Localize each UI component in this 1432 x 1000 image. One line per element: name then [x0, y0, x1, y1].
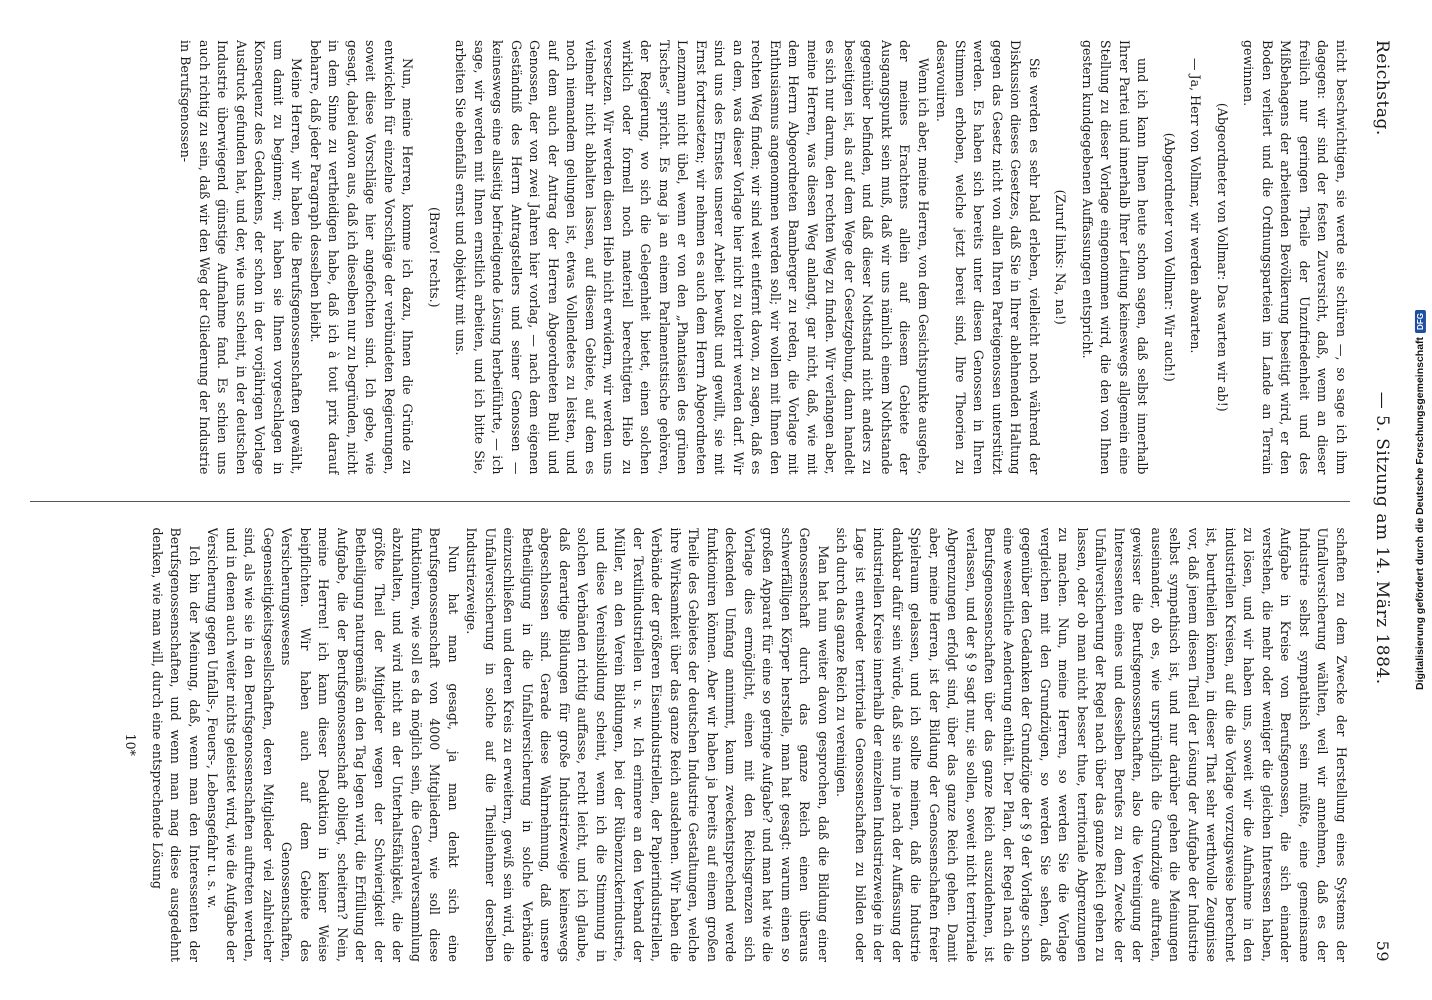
- dfg-logo: DFG: [1415, 310, 1426, 333]
- header-page-number: 59: [1373, 940, 1392, 962]
- interjection: (Abgeordneter von Vollmar: Wir auch!): [1162, 132, 1177, 382]
- interjection: (Abgeordneter von Vollmar: Das warten wir ab!): [1215, 102, 1230, 412]
- interjection: 10*: [123, 733, 139, 756]
- digitization-note-text: Digitalisierung gefördert durch die Deutsche Forschungsgemeinschaft: [1414, 336, 1426, 690]
- digitization-note: [1408, 0, 1432, 1000]
- paragraph: Nun, meine Herren, komme ich dazu, Ihnen die Gründe zu entwickeln für einzelne Vorschläge der verbündeten Regierungen, soweit diese Vorschläge hier angefochten sind. Ich gebe, wie gesagt, dabei davon aus, daß ich dieselben nur zu begründen, nicht in dem Sinne zu vertheidigen habe, daß ich à tout prix darauf beharre, daß jeder Paragraph desselben bleibt.: [308, 40, 416, 475]
- header-publication: Reichstag.: [1372, 40, 1392, 136]
- column-divider: [30, 501, 1350, 502]
- paragraph: — Ja, Herr von Vollmar, wir werden abwarten.: [1188, 58, 1204, 354]
- paragraph: Meine Herren, wir haben die Berufsgenossenschaften gewählt, um damit zu beginnen; wir haben sie Ihnen vorgeschlagen in Konsequenz des Gedankens, der schon in der vorjährigen Vorlage Ausdruck gefunden hat, und der, wie uns scheint, in der deutschen Industrie überwiegend günstige Aufnahme fand. Es schien uns auch richtig zu sein, daß wir den Weg der Gliederung der Industrie in Berufsgenossen-: [178, 40, 305, 475]
- left-column: [30, 40, 1350, 475]
- interjection: (Zuruf links: Na, na!): [1053, 189, 1069, 325]
- paragraph: und ich kann Ihnen heute schon sagen, daß selbst innerhalb Ihrer Partei und innerhalb Ihrer Leitung keineswegs allgemein eine Stellung zu dieser Vorlage eingenommen wird, die den von Ihnen gestern kundgegebenen Auffassungen entspricht.: [1080, 40, 1151, 475]
- text-columns: [30, 40, 1350, 962]
- paragraph: Man hat nun weiter davon gesprochen, daß die Bildung einer Genossenschaft durch das ganze Reich einen überaus schwerfälligen Körper herstelle, man hat gesagt: warum einen so großen Apparat für eine so geringe Aufgabe? und man hat wie die Vorlage dies ermöglicht, einen mit den Reichsgrenzen sich deckenden Umfang annimmt, kaum zweckentsprechend werde funktioniren können. Aber wir haben ja bereits auf einem großen Theile des Gebietes der deutschen Industrie Gestaltungen, welche ihre Wirksamkeit über das ganze Reich ausdehnen. Wir haben die Verbände der größeren Eisenindustriellen, der Papierindustriellen, der Textilindustriellen u. s. w. Ich erinnere an den Verband der Müller, an den Verein Bildungen, bei der Rübenzuckerindustrie, und diese Vereinsbildung scheint, wenn ich die Stimmung in solchen Verbänden richtig auffasse, recht leicht, und ich glaube, daß derartige Bildungen für große Industriezweige keineswegs abgeschlossen sind. Gerade diese Wahrnehmung, daß unsere Betheiligung in die Unfallversicherung in solche Verbände einzuschließen und deren Kreis zu erweitern, gewiß sein wird, die Unfallversicherung in solche auf die Theilnehmer derselben Industriezweige.: [464, 527, 831, 962]
- paragraph: Sie werden es sehr bald erleben, vielleicht noch während der Diskussion dieses Gesetzes, daß Sie in Ihrer ablehnenden Haltung gegen das Gesetz nicht von allen Ihren Parteigenossen unterstützt werden. Es haben sich bereits unter diesen Genossen in Ihren Stimmen erhoben, welche jetzt bereit sind, Ihre Theorien zu desavouiren.: [934, 40, 1042, 475]
- page-header: [1362, 40, 1392, 962]
- paragraph: Ich bin der Meinung, daß, wenn man den Interessenten der Berufsgenossenschaften, und wenn man mag diese ausgedehnt denken, wie man will, durch eine entsprechende Lösung: [150, 527, 202, 962]
- header-session-date: — 5. Sitzung am 14. März 1884.: [1372, 391, 1392, 685]
- paragraph: schaften zu dem Zwecke der Herstellung eines Systems der Unfallversicherung wählten, weil wir annehmen, daß es der Industrie selbst sympathisch sein müßte, eine gemeinsame Aufgabe in Kreise von Berufsgenossen, die sich einander verstehen, die mehr oder weniger die gleichen Interessen haben, zu lösen, und wir haben uns, soweit wir die Aufnahme in den industriellen Kreisen, auf die die Vorlage vorzugsweise berechnet ist, beurtheilen können, in dieser That sehr werthvolle Zeugnisse vor, daß jenem diesen Theil der Lösung der Aufgabe der Industrie selbst sympathisch ist, und nur darüber gehen die Meinungen auseinander, ob es, wie ursprünglich die Grundzüge auftraten, gewisser die Berufsgenossenschaften, also die Vereinigung der Interessenten eines und desselben Berufes zu dem Zwecke der Unfallversicherung der Regel nach über das ganze Reich gehen zu lassen, oder ob man nicht besser thue, territoriale Abgrenzungen zu machen. Nun, meine Herren, so werden Sie die Vorlage vergleichen mit den Grundzügen, so werden Sie sehen, daß gegenüber den Gedanken der Grundzüge der § 9 der Vorlage schon eine wesentliche Aenderung enthält. Der Plan, der Regel nach die Berufsgenossenschaften über das ganze Reich auszudehnen, ist verlassen, und der § 9 sagt nur, sie sollen, soweit nicht territoriale Abgrenzungen erfolgt sind, über das ganze Reich gehen. Damit aber, meine Herren, ist der Bildung der Genossenschaften freier Spielraum gelassen, und ich sollte meinen, daß die Industrie dankbar dafür sein würde, daß sie nun je nach der Auffassung der industriellen Kreise innerhalb der einzelnen Industriezweige in der Lage ist entweder territoriale Genossenschaften zu bilden oder sich durch das ganze Reich zu vereinigen.: [834, 527, 1349, 962]
- paragraph: Nun hat man gesagt, ja man denkt sich eine Berufsgenossenschaft von 4000 Mitgliedern, wie soll diese funktioniren, wie soll es da möglich sein, die Generalversammlung abzuhalten, und wird nicht an der Unterhaltsfähigkeit, die der größte Theil der Mitglieder wegen der Schwierigkeit der Betheiligung naturgemäß an den Tag legen wird, die Erfüllung der Aufgabe, die der Berufsgenossenschaft obliegt, scheitern? Nein, meine Herren! ich kann dieser Deduktion in keiner Weise beipflichten. Wir haben auch auf dem Gebiete des Versicherungswesens Genossenschaften, Gegenseitigkeitsgesellschaften, deren Mitglieder viel zahlreicher sind, als wie sie in den Berufsgenossenschaften auftreten werden, und in denen auch weiter nichts geleistet wird, wie die Aufgabe der Versicherung gegen Unfalls-, Feuers-, Lebensgefahr u. s. w.: [205, 527, 461, 962]
- paragraph: nicht beschwichtigen, sie werde sie schüren —, so sage ich ihm dagegen: wir sind der festen Zuversicht, daß, wenn an dieser freilich nur geringen Theile der Unzufriedenheit und des Mißbehagens der arbeitenden Bevölkerung beseitigt wird, er den Boden verliert und die Ordnungsparteien im Lande an Terrain gewinnen.: [1241, 40, 1349, 475]
- paragraph: Wenn ich aber, meine Herren, von dem Gesichtspunkte ausgehe, der meines Erachtens allein auf diesem Gebiete der Ausgangspunkt sein muß, daß wir uns nämlich einem Nothstande gegenüber befinden, und daß dieser Nothstand nicht anders zu beseitigen ist, als auf dem Wege der Gesetzgebung, dann handelt es sich nur darum, den rechten Weg zu finden. Wir verlangen aber, meine Herren, was diesen Weg anlangt, gar nicht, daß, wie mit dem Herrn Abgeordneten Bamberger zu reden, die Vorlage mit Enthusiasmus angenommen werden soll; wir wollen mit Ihnen den rechten Weg finden; wir sind weit entfernt davon, zu sagen, daß es an dem, was dieser Vorlage hier nicht zu tolerirt werden darf. Wir sind uns des Ernstes unserer Arbeit bewußt und gewillt, sie mit Ernst fortzusetzen; wir nehmen es auch dem Herrn Abgeordneten Lenzmann nicht übel, wenn er von den „Phantasien des grünen Tisches“ spricht. Es mag ja an einem Parlamentstische gehören, der Regierung, wo sich die Gelegenheit bietet, einen solchen wirklich oder formell noch materiell berechtigten Hieb zu versetzen. Wir werden diesen Hieb nicht erwidern, wir werden uns vielmehr nicht abhalten lassen, auf diesem Gebiete, auf dem es noch niemandem gelungen ist, etwas Vollendetes zu leisten, und auf dem auch der Antrag der Herren Abgeordneten Buhl und Genossen, der von zwei Jahren hier vorlag, — nach dem eigenen Geständniß des Herrn Antragstellers und seiner Genossen — keineswegs eine allseitig befriedigende Lösung herbeiführte, — ich sage, wir werden mit Ihnen ernstlich arbeiten, und ich bitte Sie, arbeiten Sie ebenfalls ernst und objektiv mit uns.: [453, 40, 931, 475]
- interjection: (Bravo! rechts.): [427, 206, 442, 308]
- right-column: [30, 528, 1350, 963]
